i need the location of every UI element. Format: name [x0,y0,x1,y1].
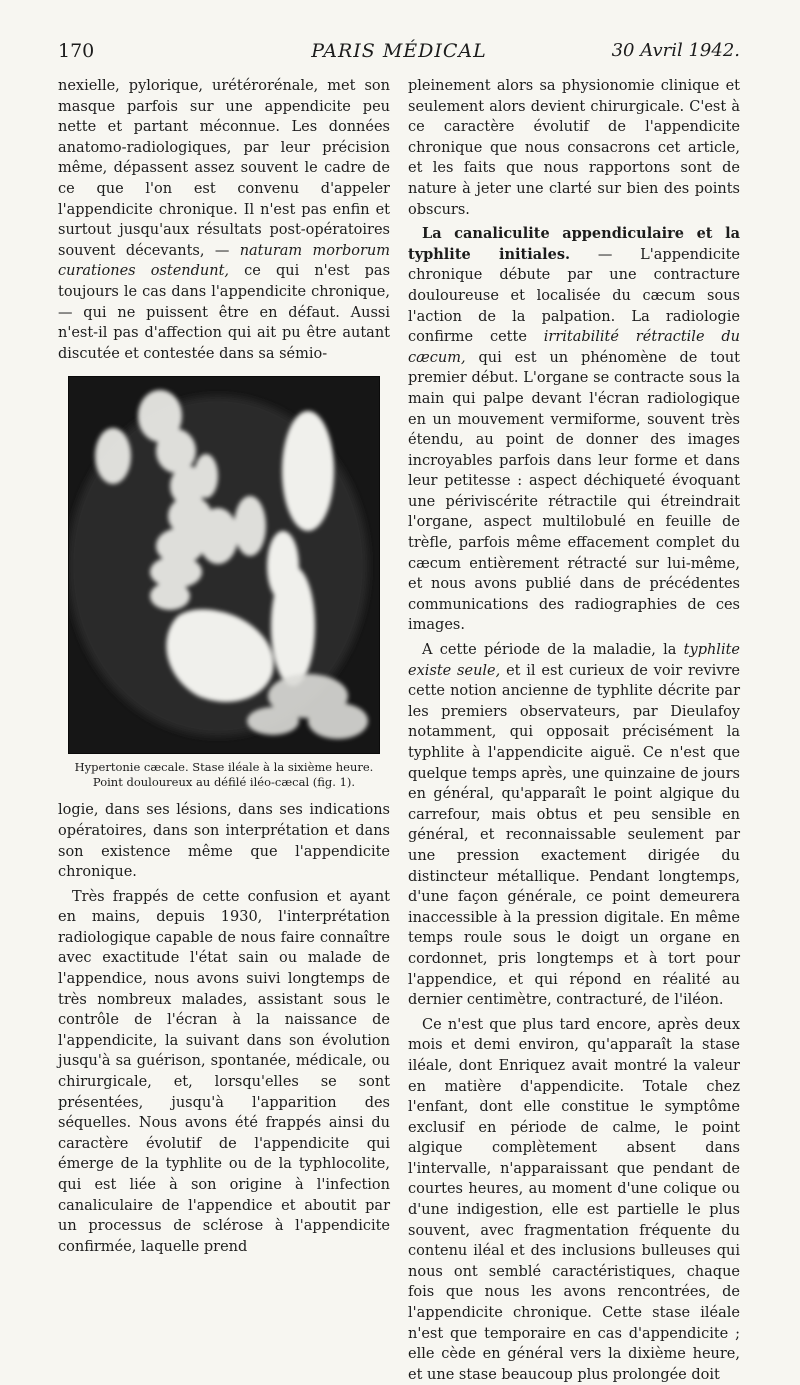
radiograph-illustration [68,376,380,754]
section-heading: La canaliculite appendiculaire et la typhlite initiales. [408,225,740,263]
journal-title: PARIS MÉDICAL [311,40,487,62]
paragraph: Très frappés de cette confusion et ayant en mains, depuis 1930, l'interprétation radiologique capable de nous faire connaître avec exactitude l'état sain ou malade de l'appendice, nous avons suivi longtemps de très nombreux malades, assistant sous le contrôle de l'écran à la naissance de l'appendicite, la suivant dans son évolution jusqu'à sa guérison, spontanée, médicale, ou chirurgicale, et, lorsqu'elles se sont présentées, jusqu'à l'apparition des séquelles. Nous avons été frappés ainsi du caractère évolutif de l'appendicite qui émerge de la typhlite ou de la typhlocolite, qui est liée à son origine à l'infection canaliculaire de l'appendice et aboutit par un processus de sclérose à l'appendicite confirmée, laquelle prend [58,888,390,1255]
issue-date: 30 Avril 1942. [611,40,740,61]
paragraph: logie, dans ses lésions, dans ses indications opératoires, dans son interprétation et dans son existence même que l'appendicite chronique. [58,802,390,881]
latin-quote: naturam morborum curationes ostendunt, [58,242,390,280]
paragraph: A cette période de la maladie, la typhlite existe seule, et il est curieux de voir revivre cette notion ancienne de typhlite décrite par les premiers observateurs, par Dieulafoy notamment, qui opposait précisément la typhlite à l'appendicite aiguë. Ce n'est que quelque temps après, une quinzaine de jours en général, qu'apparaît le point algique du carrefour, mais obtus et peu sensible en général, et reconnaissable seulement par une pression exactement dirigée du distincteur métallique. Pendant longtemps, d'une façon générale, ce point demeurera inaccessible à la pression digitale. En même temps roule sous le doigt un organe en cordonnet, pris longtemps et à tort pour l'appendice, et qui répond en réalité au dernier centimètre, contracturé, de l'iléon. [408,642,740,1009]
page-number: 170 [58,40,95,62]
paragraph: nexielle, pylorique, urétérorénale, met son masque parfois sur une appendicite peu nette et partant méconnue. Les données anatomo-radiologiques, par leur précision même, dépassent assez souvent le cadre de ce que l'on est convenu d'appeler l'appendicite chronique. Il n'est pas enfin et surtout jusqu'aux résultats post-opératoires souvent décevants, — naturam morborum curationes ostendunt, ce qui n'est pas toujours le cas dans l'appendicite chronique, — qui ne puissent être en défaut. Aussi n'est-il pas d'affection qui ait pu être autant discutée et contestée dans sa sémio- [58,78,391,362]
figure-caption: Hypertonie cæcale. Stase iléale à la sixième heure. Point douloureux au défilé iléo-cæcal (fig. 1). [74,760,374,790]
paragraph: La canaliculite appendiculaire et la typhlite initiales. — L'appendicite chronique débute par une contracture douloureuse et localisée du cæcum sous l'action de la palpation. La radiologie confirme cette irritabilité rétractile du cæcum, qui est un phénomène de tout premier début. L'organe se contracte sous la main qui palpe devant l'écran radiologique en un mouvement vermiforme, souvent très étendu, au point de donner des images incroyables parfois dans leur forme et dans leur petitesse : aspect déchiqueté évoquant une périviscérite rétractile qui étreindrait l'organe, aspect multilobulé en feuille de trèfle, parfois même effacement complet du cæcum entièrement rétracté sur lui-même, et nous avons publié dans de précédentes communications des radiographies de ces images. [408,225,740,634]
paragraph: pleinement alors sa physionomie clinique et seulement alors devient chirurgicale. C'est à ce caractère évolutif de l'appendicite chronique que nous consacrons cet article, et les faits que nous rapportons sont de nature à jeter une clarté sur bien des points obscurs. [408,78,740,218]
figure-1 [68,376,380,790]
page-header [58,40,740,70]
paragraph: Ce n'est que plus tard encore, après deux mois et demi environ, qu'apparaît la stase iléale, dont Enriquez avait montré la valeur en matière d'appendicite. Totale chez l'enfant, dont elle constitue le symptôme exclusif en période de calme, le point algique complètement absent dans l'intervalle, n'apparaissant que pendant de courtes heures, au moment d'une colique ou d'une indigestion, elle est partielle le plus souvent, avec fragmentation fréquente du contenu iléal et des inclusions bulleuses qui nous ont semblé caractéristiques, chaque fois que nous les avons rencontrées, de l'appendicite chronique. Cette stase iléale n'est que temporaire en cas d'appendicite ; elle cède en général vers la dixième heure, et une stase beaucoup plus prolongée doit [408,1016,740,1383]
radiograph-image [68,376,380,754]
left-column [58,76,390,1257]
right-column [408,76,740,1385]
